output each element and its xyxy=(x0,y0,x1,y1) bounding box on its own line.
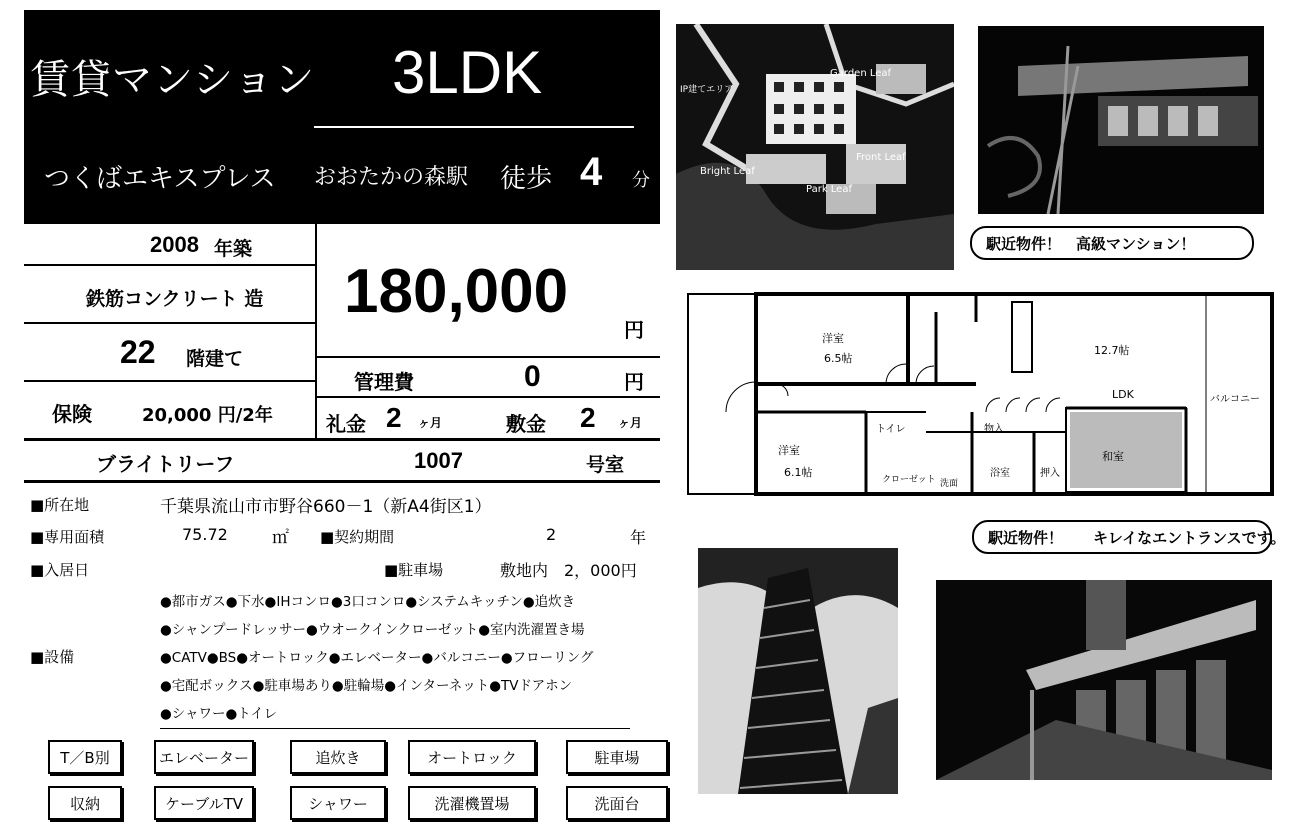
key-money-unit: ヶ月 xyxy=(418,416,443,430)
mgmt-fee-unit: 円 xyxy=(624,370,644,394)
move-in-label: ■入居日 xyxy=(30,561,90,579)
equipment-line: ●宅配ボックス●駐車場あり●駐輪場●インターネット●TVドアホン xyxy=(160,678,573,694)
parking-label: ■駐車場 xyxy=(384,561,444,579)
header-divider xyxy=(314,126,634,128)
tower-photo-drawing xyxy=(698,548,898,794)
mgmt-fee-value: 0 xyxy=(524,360,541,393)
address-label: ■所在地 xyxy=(30,496,90,514)
room-label: バルコニー xyxy=(1210,394,1260,405)
map-drawing xyxy=(676,24,954,270)
room-suffix: 号室 xyxy=(586,454,625,476)
floor-plan-drawing xyxy=(686,292,1274,496)
contract-value: 2 xyxy=(546,525,557,544)
minutes-unit: 分 xyxy=(632,170,650,191)
insurance-label: 保険 xyxy=(52,402,92,426)
contract-label: ■契約期間 xyxy=(320,528,395,546)
feature-tag: 追炊き xyxy=(290,740,386,774)
area-value: 75.72 xyxy=(182,525,228,544)
feature-tag: 洗濯機置場 xyxy=(408,786,536,820)
grid-line xyxy=(315,224,317,438)
feature-tag: 洗面台 xyxy=(566,786,668,820)
map-label: Garden Leaf xyxy=(830,68,892,79)
header-banner xyxy=(24,10,660,224)
room-label: 6.1帖 xyxy=(784,466,813,479)
floors-suffix: 階建て xyxy=(186,348,244,370)
equipment-line: ●シャワー●トイレ xyxy=(160,706,278,722)
room-label: 洋室 xyxy=(778,444,800,457)
tower-photo xyxy=(698,548,898,794)
layout-type: 3LDK xyxy=(392,39,543,106)
train-line: つくばエキスプレス xyxy=(44,164,276,194)
station-photo-drawing xyxy=(978,26,1264,214)
grid-line xyxy=(24,264,316,266)
entrance-photo-drawing xyxy=(936,580,1272,780)
walk-minutes: 4 xyxy=(580,150,603,194)
room-label: 和室 xyxy=(1102,450,1124,463)
deposit-value: 2 xyxy=(580,402,596,433)
room-label: 物入 xyxy=(984,424,1004,435)
station-name: おおたかの森駅 xyxy=(314,165,469,190)
feature-tag: シャワー xyxy=(290,786,386,820)
equipment-line: ●都市ガス●下水●IHコンロ●3口コンロ●システムキッチン●追炊き xyxy=(160,594,576,610)
equipment-line: ●CATV●BS●オートロック●エレベーター●バルコニー●フローリング xyxy=(160,650,594,666)
equipment-label: ■設備 xyxy=(30,648,75,666)
room-label: LDK xyxy=(1112,388,1134,401)
area-label: ■専用面積 xyxy=(30,528,105,546)
mgmt-fee-label: 管理費 xyxy=(354,370,414,394)
area-map xyxy=(676,24,954,270)
grid-line xyxy=(316,396,660,398)
floor-plan xyxy=(686,292,1274,496)
room-label: 12.7帖 xyxy=(1094,344,1130,357)
feature-tag: 駐車場 xyxy=(566,740,668,774)
speech-bubble: 駅近物件！ 高級マンション！ xyxy=(970,226,1254,260)
map-label: Front Leaf xyxy=(856,152,906,163)
room-label: 浴室 xyxy=(990,468,1010,479)
grid-line xyxy=(160,728,630,729)
rent-unit: 円 xyxy=(624,318,644,342)
built-suffix: 年築 xyxy=(214,238,253,260)
building-name: ブライトリーフ xyxy=(96,452,235,476)
address-value: 千葉県流山市市野谷660－1（新A4街区1） xyxy=(160,497,492,517)
key-money-value: 2 xyxy=(386,402,402,433)
map-label: Bright Leaf xyxy=(700,166,755,177)
walk-label: 徒歩 xyxy=(500,164,553,194)
room-label: クローゼット xyxy=(882,475,936,485)
deposit-unit: ヶ月 xyxy=(618,416,643,430)
grid-line xyxy=(24,322,316,324)
map-label: Park Leaf xyxy=(806,184,852,195)
room-label: 押入 xyxy=(1040,468,1060,479)
grid-line xyxy=(24,480,660,483)
key-money-label: 礼金 xyxy=(326,412,366,436)
grid-line xyxy=(24,438,660,441)
station-photo xyxy=(978,26,1264,214)
structure: 鉄筋コンクリート 造 xyxy=(86,288,264,310)
property-type: 賃貸マンション xyxy=(30,57,316,103)
room-number: 1007 xyxy=(414,448,463,473)
area-unit: ㎡ xyxy=(272,528,289,548)
room-label: 洋室 xyxy=(822,332,844,345)
feature-tag: 収納 xyxy=(48,786,122,820)
entrance-photo xyxy=(936,580,1272,780)
insurance-value: 20,000 円/2年 xyxy=(142,405,273,426)
map-label: IP建てエリア xyxy=(680,85,734,95)
equipment-line: ●シャンプードレッサー●ウオークインクローゼット●室内洗濯置き場 xyxy=(160,622,585,638)
room-label: トイレ xyxy=(876,424,906,435)
built-year: 2008 xyxy=(150,232,199,257)
speech-bubble: 駅近物件！ キレイなエントランスです。 xyxy=(972,520,1272,554)
feature-tag: エレベーター xyxy=(154,740,254,774)
feature-tag: ケーブルTV xyxy=(154,786,254,820)
room-label: 洗面 xyxy=(940,479,959,489)
parking-value: 敷地内 2，000円 xyxy=(500,561,637,580)
room-label: 6.5帖 xyxy=(824,352,853,365)
grid-line xyxy=(24,380,316,382)
deposit-label: 敷金 xyxy=(506,412,546,436)
grid-line xyxy=(316,356,660,358)
floors-count: 22 xyxy=(120,334,156,370)
contract-unit: 年 xyxy=(630,528,647,547)
feature-tag: T／B別 xyxy=(48,740,122,774)
rent-amount: 180,000 xyxy=(344,257,569,326)
feature-tag: オートロック xyxy=(408,740,536,774)
